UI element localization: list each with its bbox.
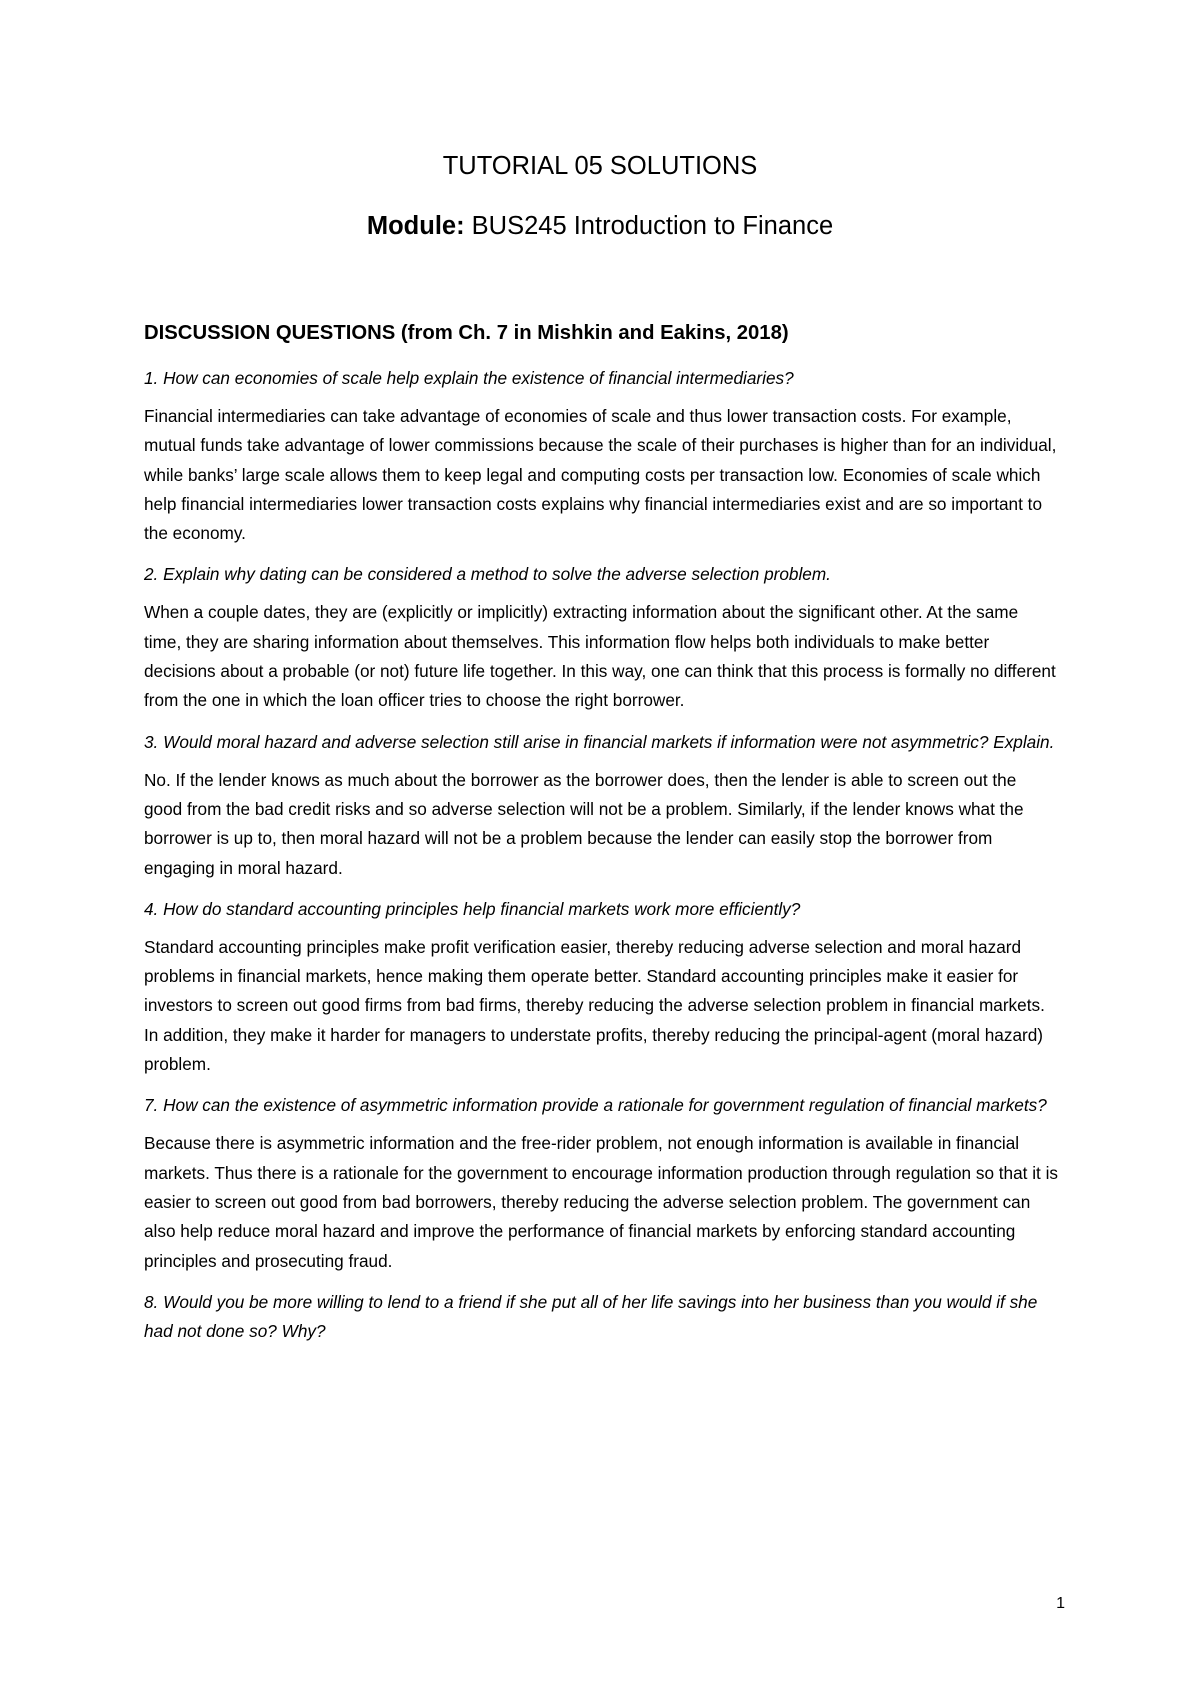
document-body [144, 320, 1059, 1355]
question-2: 2. Explain why dating can be considered a method to solve the adverse selection problem. [144, 564, 831, 585]
module-label: Module: [366, 212, 465, 240]
question-7: 7. How can the existence of asymmetric information provide a rationale for government regulation of financial markets? [144, 1095, 1047, 1116]
question-8: 8. Would you be more willing to lend to a friend if she put all of her life savings into her business than you would if she had not done so? Why? [144, 1291, 1038, 1341]
answer-3: No. If the lender knows as much about the borrower as the borrower does, then the lender is able to screen out the good from the bad credit risks and so adverse selection will not be a problem. Similarly, if the lender knows what the borrower is up to, then moral hazard will not be a problem because the lender can easily stop the borrower from engaging in moral hazard. [144, 769, 1024, 878]
section-heading: DISCUSSION QUESTIONS (from Ch. 7 in Mishkin and Eakins, 2018) [144, 322, 789, 344]
answer-2: When a couple dates, they are (explicitly or implicitly) extracting information about the significant other. At the same time, they are sharing information about themselves. This information flow helps both individuals to make better decisions about a probable (or not) future life together. In this way, one can think that this process is formally no different from the one in which the loan officer tries to choose the right borrower. [144, 602, 1056, 711]
document-title: TUTORIAL 05 SOLUTIONS [442, 152, 758, 180]
module-value: BUS245 Introduction to Finance [464, 212, 834, 240]
question-4: 4. How do standard accounting principles help financial markets work more efficiently? [144, 898, 801, 919]
answer-4: Standard accounting principles make profit verification easier, thereby reducing adverse selection and moral hazard problems in financial markets, hence making them operate better. Standard accounting principles make it easier for investors to screen out good firms from bad firms, thereby reducing the adverse selection problem in financial markets. In addition, they make it harder for managers to understate profits, thereby reducing the principal-agent (moral hazard) problem. [144, 936, 1045, 1075]
answer-7: Because there is asymmetric information and the free-rider problem, not enough information is available in financial markets. Thus there is a rationale for the government to encourage information production through regulation so that it is easier to screen out good from bad borrowers, thereby reducing the adverse selection problem. The government can also help reduce moral hazard and improve the performance of financial markets by enforcing standard accounting principles and prosecuting fraud. [144, 1133, 1059, 1271]
page-number: 1 [1056, 1595, 1065, 1612]
module-line [0, 210, 1200, 242]
question-3: 3. Would moral hazard and adverse selection still arise in financial markets if information were not asymmetric? Explain. [144, 731, 1055, 752]
question-1: 1. How can economies of scale help explain the existence of financial intermediaries? [144, 368, 794, 388]
answer-1: Financial intermediaries can take advantage of economies of scale and thus lower transaction costs. For example, mutual funds take advantage of lower commissions because the scale of their purchases is higher than for an individual, while banks’ large scale allows them to keep legal and computing costs per transaction low. Economies of scale which help financial intermediaries lower transaction costs explains why financial intermediaries exist and are so important to the economy. [144, 406, 1057, 544]
